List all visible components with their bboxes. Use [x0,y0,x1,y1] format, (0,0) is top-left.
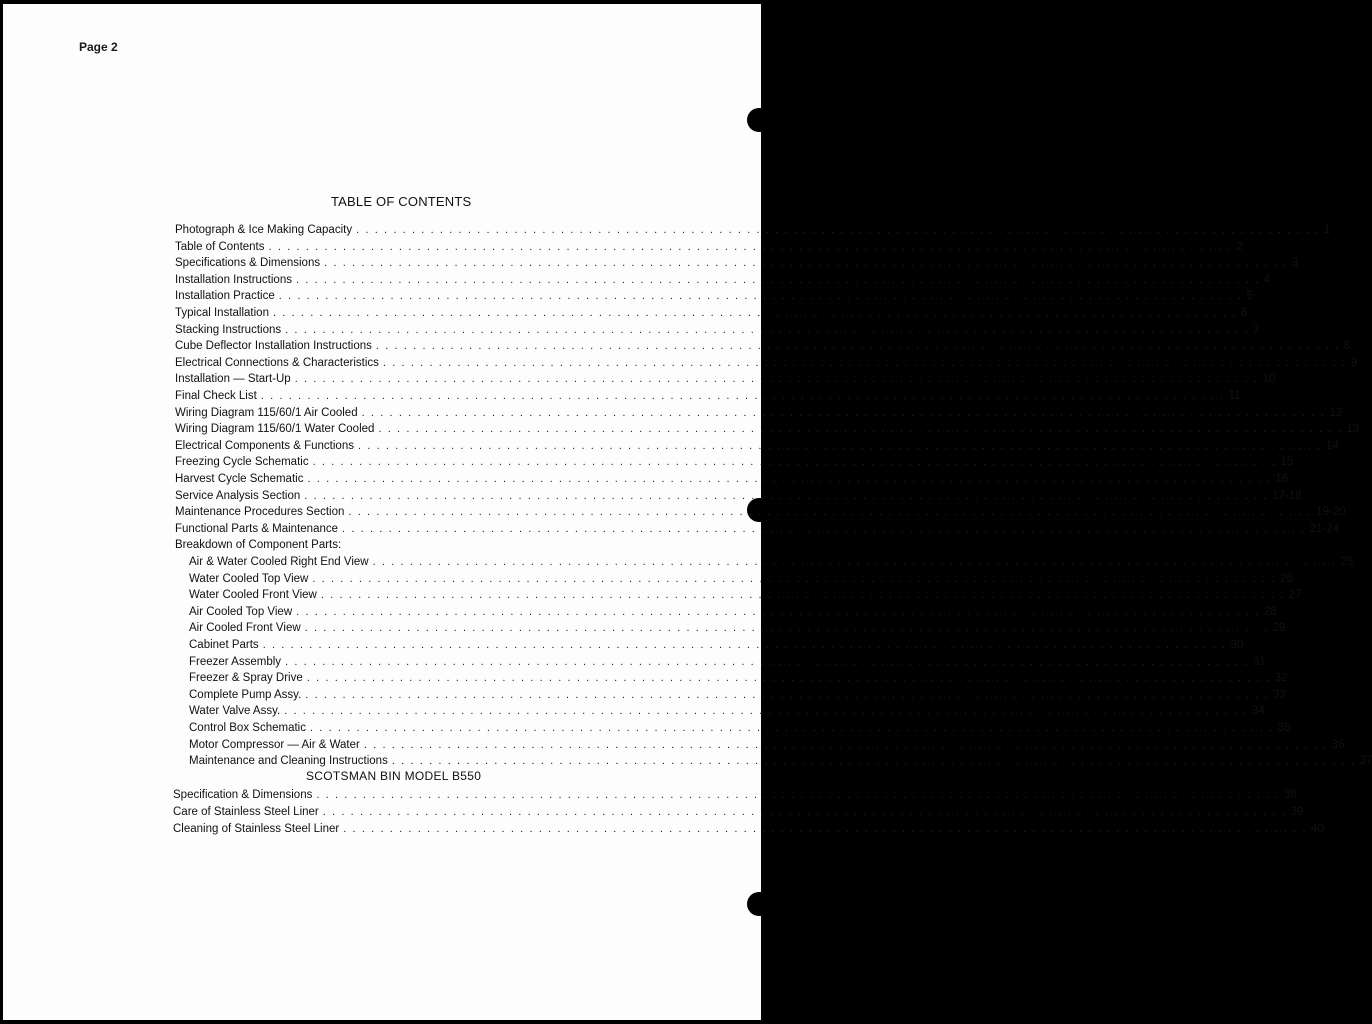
toc-entry [175,452,1294,469]
toc-entry-page: 11 [1228,390,1241,402]
toc-entry-page: 1 [1323,224,1331,236]
dot-leader: . . . . . . . . . . . . . . . . . . . . . . . . . . . . . . . . . . . . . . . . . . . . . . . . . . . . . . . . . . . . . . . . . . . . . . . . . . . . . . . . . . . . . . . . . . . . . . . . . . . . . . . . [324,257,1288,270]
dot-leader: . . . . . . . . . . . . . . . . . . . . . . . . . . . . . . . . . . . . . . . . . . . . . . . . . . . . . . . . . . . . . . . . . . . . . . . . . . . . . . . . . . . . . . . . . . . . . . . . . . . . . . . . [304,622,1269,635]
document-page [3,4,1372,1020]
toc-entry-title: Water Valve Assy. [189,705,281,718]
toc-entry-title: Functional Parts & Maintenance [175,522,339,535]
toc-entry [175,419,1360,436]
toc-entry-title: Air Cooled Front View [189,622,301,635]
toc-subentry [189,602,1277,618]
dot-leader: . . . . . . . . . . . . . . . . . . . . . . . . . . . . . . . . . . . . . . . . . . . . . . . . . . . . . . . . . . . . . . . . . . . . . . . . . . . . . . . . . . . . . . . . . . . . . . . . . . . . . . . . [285,655,1249,668]
toc-entry-title: Installation Instructions [175,273,292,286]
toc-entry-title: Stacking Instructions [175,323,282,336]
toc-entry-page: 39 [1290,806,1304,818]
toc-entry-title: Air & Water Cooled Right End View [189,556,369,568]
toc-entry-title: Cleaning of Stainless Steel Liner [173,822,340,835]
breakdown-heading-text: Breakdown of Component Parts: [175,539,342,552]
toc-entry-title: Typical Installation [175,307,269,319]
toc-entry-title: Air Cooled Top View [189,605,293,618]
dot-leader: . . . . . . . . . . . . . . . . . . . . . . . . . . . . . . . . . . . . . . . . . . . . . . . . . . . . . . . . . . . . . . . . . . . . . . . . . . . . . . . . . . . . . . . . . . . . . . . . . . . . . . . . [342,522,1306,535]
toc-entry-page: 21-24 [1309,522,1340,535]
toc-bin-entry [173,785,1297,802]
toc-entry-page: 28 [1263,605,1277,618]
toc-entry-title: Maintenance and Cleaning Instructions [189,755,388,768]
toc-bin-entry [173,819,1324,835]
toc-subentry [189,569,1293,585]
toc-entry [175,369,1276,386]
toc-entry-page: 35 [1277,722,1291,734]
toc-entry-page: 31 [1252,655,1266,668]
toc-entry-page: 5 [1246,290,1253,303]
breakdown-heading [175,535,639,551]
toc-entry-title: Freezer Assembly [189,655,282,668]
toc-entry-page: 9 [1350,356,1358,369]
dot-leader: . . . . . . . . . . . . . . . . . . . . . . . . . . . . . . . . . . . . . . . . . . . . . . . . . . . . . . . . . . . . . . . . . . . . . . . . . . . . . . . . . . . . . . . . . . . . . . . . . . . . . . . . [343,822,1308,835]
toc-entry-title: Water Cooled Front View [189,589,317,602]
toc-subentry [189,685,1286,701]
toc-subentry [189,552,1354,568]
toc-entry [175,253,1299,270]
toc-entry-page: 15 [1280,456,1294,469]
toc-entry-title: Freezer & Spray Drive [189,672,303,685]
toc-entry-page: 14 [1325,439,1339,452]
dot-leader: . . . . . . . . . . . . . . . . . . . . . . . . . . . . . . . . . . . . . . . . . . . . . . . . . . . . . . . . . . . . . . . . . . . . . . . . . . . . . . . . . . . . . . . . . . . . . . . . . . . . . . . . [284,705,1249,718]
dot-leader: . . . . . . . . . . . . . . . . . . . . . . . . . . . . . . . . . . . . . . . . . . . . . . . . . . . . . . . . . . . . . . . . . . . . . . . . . . . . . . . . . . . . . . . . . . . . . . . . . . . . . . . . [262,639,1227,651]
toc-entry [175,486,1302,502]
toc-entry-page: 27 [1288,589,1302,602]
toc-entry-page: 8 [1343,340,1351,353]
punch-hole-top [747,108,761,132]
dot-leader: . . . . . . . . . . . . . . . . . . . . . . . . . . . . . . . . . . . . . . . . . . . . . . . . . . . . . . . . . . . . . . . . . . . . . . . . . . . . . . . . . . . . . . . . . . . . . . . . . . . . . . . . [285,323,1249,336]
toc-entry-page: 32 [1274,672,1288,685]
toc-entry-page: 6 [1240,307,1248,319]
dot-leader: . . . . . . . . . . . . . . . . . . . . . . . . . . . . . . . . . . . . . . . . . . . . . . . . . . . . . . . . . . . . . . . . . . . . . . . . . . . . . . . . . . . . . . . . . . . . . . . . . . . . . . . . [304,489,1269,502]
toc-entry-title: Specifications & Dimensions [175,257,321,270]
dot-leader: . . . . . . . . . . . . . . . . . . . . . . . . . . . . . . . . . . . . . . . . . . . . . . . . . . . . . . . . . . . . . . . . . . . . . . . . . . . . . . . . . . . . . . . . . . . . . . . . . . . . . . . . [307,473,1272,485]
dot-leader: . . . . . . . . . . . . . . . . . . . . . . . . . . . . . . . . . . . . . . . . . . . . . . . . . . . . . . . . . . . . . . . . . . . . . . . . . . . . . . . . . . . . . . . . . . . . . . . . . . . . . . . . [272,307,1237,319]
toc-entry-page: 7 [1252,323,1260,336]
toc-entry-page: 13 [1346,423,1360,436]
toc-entry-title: Specification & Dimensions [173,789,313,802]
toc-entry-page: 3 [1291,257,1299,270]
toc-entry-title: Wiring Diagram 115/60/1 Air Cooled [175,406,358,419]
dot-leader: . . . . . . . . . . . . . . . . . . . . . . . . . . . . . . . . . . . . . . . . . . . . . . . . . . . . . . . . . . . . . . . . . . . . . . . . . . . . . . . . . . . . . . . . . . . . . . . . . . . . . . . . [357,439,1322,452]
toc-entry-title: Service Analysis Section [175,489,301,502]
toc-entry-page: 36 [1331,738,1345,751]
dot-leader: . . . . . . . . . . . . . . . . . . . . . . . . . . . . . . . . . . . . . . . . . . . . . . . . . . . . . . . . . . . . . . . . . . . . . . . . . . . . . . . . . . . . . . . . . . . . . . . . . . . . . . . . [268,240,1233,253]
toc-entry-page: 37 [1359,755,1372,768]
toc-subentry [189,751,1372,768]
toc-subentry [189,735,1345,751]
dot-leader: . . . . . . . . . . . . . . . . . . . . . . . . . . . . . . . . . . . . . . . . . . . . . . . . . . . . . . . . . . . . . . . . . . . . . . . . . . . . . . . . . . . . . . . . . . . . . . . . . . . . . . . . [363,738,1328,751]
toc-entry-page: 2 [1236,240,1243,253]
toc-entry [175,336,1351,353]
dot-leader: . . . . . . . . . . . . . . . . . . . . . . . . . . . . . . . . . . . . . . . . . . . . . . . . . . . . . . . . . . . . . . . . . . . . . . . . . . . . . . . . . . . . . . . . . . . . . . . . . . . . . . . . [306,672,1271,685]
toc-entry-title: Harvest Cycle Schematic [175,473,304,485]
dot-leader: . . . . . . . . . . . . . . . . . . . . . . . . . . . . . . . . . . . . . . . . . . . . . . . . . . . . . . . . . . . . . . . . . . . . . . . . . . . . . . . . . . . . . . . . . . . . . . . . . . . . . . . . [294,373,1259,386]
dot-leader: . . . . . . . . . . . . . . . . . . . . . . . . . . . . . . . . . . . . . . . . . . . . . . . . . . . . . . . . . . . . . . . . . . . . . . . . . . . . . . . . . . . . . . . . . . . . . . . . . . . . . . . . [278,290,1243,303]
toc-entry [175,270,1271,286]
toc-entry-page: 33 [1273,688,1286,701]
toc-entry-title: Table of Contents [175,240,265,253]
page-number-label: Page 2 [79,40,118,54]
bin-section-heading: SCOTSMAN BIN MODEL B550 [306,768,482,783]
toc-entry-title: Care of Stainless Steel Liner [173,806,319,818]
toc-subentry [189,652,1266,668]
toc-entry [175,519,1340,535]
toc-entry-title: Installation Practice [175,290,275,303]
dot-leader: . . . . . . . . . . . . . . . . . . . . . . . . . . . . . . . . . . . . . . . . . . . . . . . . . . . . . . . . . . . . . . . . . . . . . . . . . . . . . . . . . . . . . . . . . . . . . . . . . . . . . . . . [375,340,1340,353]
toc-title: TABLE OF CONTENTS [331,194,472,209]
toc-entry-title: Wiring Diagram 115/60/1 Water Cooled [175,423,375,436]
toc-entry-page: 4 [1263,273,1271,286]
toc-entry [175,502,1346,519]
toc-entry-title: Electrical Components & Functions [175,439,354,452]
toc-entry-title: Electrical Connections & Characteristics [175,356,379,369]
dot-leader: . . . . . . . . . . . . . . . . . . . . . . . . . . . . . . . . . . . . . . . . . . . . . . . . . . . . . . . . . . . . . . . . . . . . . . . . . . . . . . . . . . . . . . . . . . . . . . . . . . . . . . . . [260,390,1225,402]
dot-leader: . . . . . . . . . . . . . . . . . . . . . . . . . . . . . . . . . . . . . . . . . . . . . . . . . . . . . . . . . . . . . . . . . . . . . . . . . . . . . . . . . . . . . . . . . . . . . . . . . . . . . . . . [391,755,1356,768]
dot-leader: . . . . . . . . . . . . . . . . . . . . . . . . . . . . . . . . . . . . . . . . . . . . . . . . . . . . . . . . . . . . . . . . . . . . . . . . . . . . . . . . . . . . . . . . . . . . . . . . . . . . . . . . [312,572,1277,585]
toc-entry-page: 25 [1340,556,1354,568]
toc-entry-page: 30 [1230,639,1244,651]
toc-entry-title: Control Box Schematic [189,722,306,734]
punch-hole-bottom [747,892,761,916]
toc-entry-page: 17-18 [1272,489,1302,502]
toc-subentry [189,618,1286,635]
toc-entry-title: Motor Compressor — Air & Water [189,738,360,751]
toc-entry [175,286,1253,303]
dot-leader: . . . . . . . . . . . . . . . . . . . . . . . . . . . . . . . . . . . . . . . . . . . . . . . . . . . . . . . . . . . . . . . . . . . . . . . . . . . . . . . . . . . . . . . . . . . . . . . . . . . . . . . . [322,806,1287,818]
toc-entry-title: Final Check List [175,390,257,402]
toc-entry-title: Maintenance Procedures Section [175,506,345,519]
toc-entry-title: Installation — Start-Up [175,373,291,386]
toc-entry [175,436,1339,452]
dot-leader: . . . . . . . . . . . . . . . . . . . . . . . . . . . . . . . . . . . . . . . . . . . . . . . . . . . . . . . . . . . . . . . . . . . . . . . . . . . . . . . . . . . . . . . . . . . . . . . . . . . . . . . . [348,506,1313,519]
toc-entry [175,220,1331,236]
toc-entry-page: 19-20 [1316,506,1346,519]
toc-entry [175,469,1289,485]
toc-entry [175,303,1248,319]
toc-entry-title: Freezing Cycle Schematic [175,456,309,469]
dot-leader: . . . . . . . . . . . . . . . . . . . . . . . . . . . . . . . . . . . . . . . . . . . . . . . . . . . . . . . . . . . . . . . . . . . . . . . . . . . . . . . . . . . . . . . . . . . . . . . . . . . . . . . . [356,224,1320,236]
toc-entry-title: Water Cooled Top View [189,572,309,585]
toc-entry [175,237,1243,253]
dot-leader: . . . . . . . . . . . . . . . . . . . . . . . . . . . . . . . . . . . . . . . . . . . . . . . . . . . . . . . . . . . . . . . . . . . . . . . . . . . . . . . . . . . . . . . . . . . . . . . . . . . . . . . . [295,273,1260,286]
toc-subentry [189,718,1291,734]
dot-leader: . . . . . . . . . . . . . . . . . . . . . . . . . . . . . . . . . . . . . . . . . . . . . . . . . . . . . . . . . . . . . . . . . . . . . . . . . . . . . . . . . . . . . . . . . . . . . . . . . . . . . . . . [378,423,1343,436]
toc-subentry [189,668,1288,685]
dot-leader: . . . . . . . . . . . . . . . . . . . . . . . . . . . . . . . . . . . . . . . . . . . . . . . . . . . . . . . . . . . . . . . . . . . . . . . . . . . . . . . . . . . . . . . . . . . . . . . . . . . . . . . . [361,406,1326,419]
toc-entry-page: 12 [1329,406,1343,419]
toc-subentry [189,635,1244,651]
toc-entry-page: 34 [1252,705,1265,718]
toc-subentry [189,701,1265,718]
toc-entry-title: Cube Deflector Installation Instructions [175,340,372,353]
dot-leader: . . . . . . . . . . . . . . . . . . . . . . . . . . . . . . . . . . . . . . . . . . . . . . . . . . . . . . . . . . . . . . . . . . . . . . . . . . . . . . . . . . . . . . . . . . . . . . . . . . . . . . . . [320,589,1285,602]
toc-entry-title: Complete Pump Assy. [189,688,302,701]
dot-leader: . . . . . . . . . . . . . . . . . . . . . . . . . . . . . . . . . . . . . . . . . . . . . . . . . . . . . . . . . . . . . . . . . . . . . . . . . . . . . . . . . . . . . . . . . . . . . . . . . . . . . . . . [372,556,1337,568]
toc-entry-title: Photograph & Ice Making Capacity [175,224,353,236]
toc-entry [175,386,1241,402]
toc-bin-entry [173,802,1304,818]
toc-entry-page: 16 [1275,473,1289,485]
toc-entry-page: 38 [1284,789,1297,802]
toc-entry-page: 40 [1311,822,1324,835]
toc-subentry [189,585,1302,602]
dot-leader: . . . . . . . . . . . . . . . . . . . . . . . . . . . . . . . . . . . . . . . . . . . . . . . . . . . . . . . . . . . . . . . . . . . . . . . . . . . . . . . . . . . . . . . . . . . . . . . . . . . . . . . . [296,605,1260,618]
dot-leader: . . . . . . . . . . . . . . . . . . . . . . . . . . . . . . . . . . . . . . . . . . . . . . . . . . . . . . . . . . . . . . . . . . . . . . . . . . . . . . . . . . . . . . . . . . . . . . . . . . . . . . . . [382,356,1347,369]
dot-leader: . . . . . . . . . . . . . . . . . . . . . . . . . . . . . . . . . . . . . . . . . . . . . . . . . . . . . . . . . . . . . . . . . . . . . . . . . . . . . . . . . . . . . . . . . . . . . . . . . . . . . . . . [312,456,1277,469]
toc-entry-page: 10 [1262,373,1276,386]
toc-entry-page: 29 [1272,622,1286,635]
dot-leader: . . . . . . . . . . . . . . . . . . . . . . . . . . . . . . . . . . . . . . . . . . . . . . . . . . . . . . . . . . . . . . . . . . . . . . . . . . . . . . . . . . . . . . . . . . . . . . . . . . . . . . . . [309,722,1274,734]
dot-leader: . . . . . . . . . . . . . . . . . . . . . . . . . . . . . . . . . . . . . . . . . . . . . . . . . . . . . . . . . . . . . . . . . . . . . . . . . . . . . . . . . . . . . . . . . . . . . . . . . . . . . . . . [316,789,1281,802]
toc-entry-title: Cabinet Parts [189,639,259,651]
dot-leader: . . . . . . . . . . . . . . . . . . . . . . . . . . . . . . . . . . . . . . . . . . . . . . . . . . . . . . . . . . . . . . . . . . . . . . . . . . . . . . . . . . . . . . . . . . . . . . . . . . . . . . . . [305,688,1270,701]
toc-entry [175,403,1343,419]
toc-entry-page: 26 [1280,572,1293,585]
toc-entry [175,320,1260,336]
toc-entry [175,353,1358,369]
